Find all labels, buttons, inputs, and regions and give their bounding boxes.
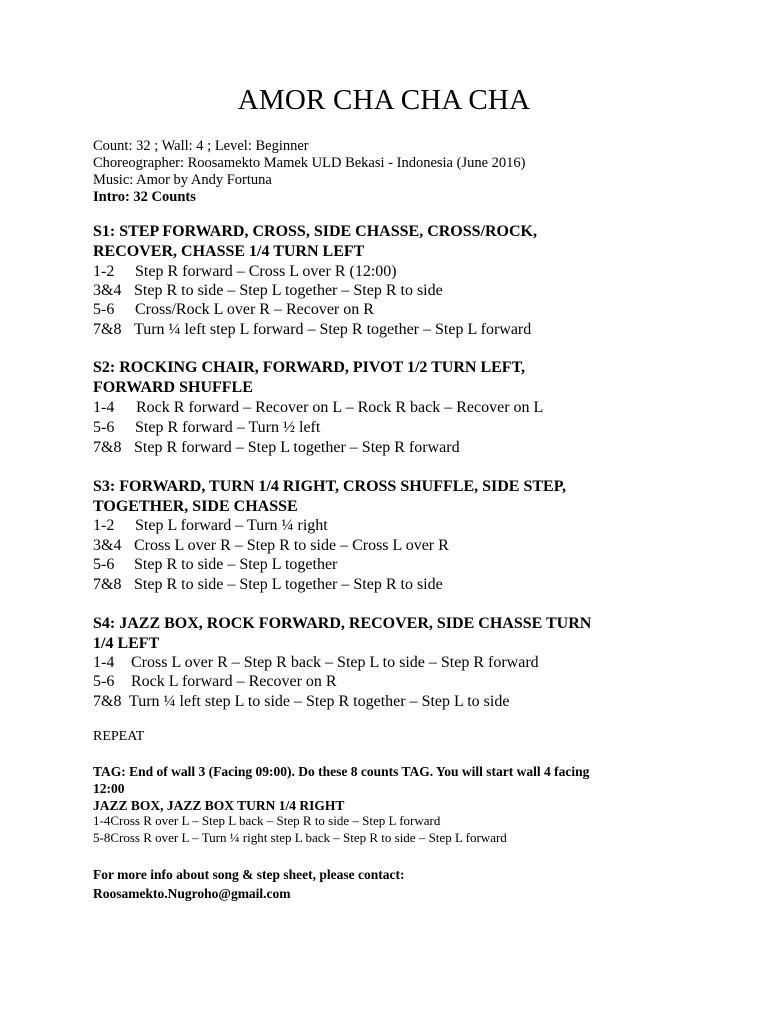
- repeat-label: REPEAT: [93, 729, 145, 744]
- step-count: 5-6: [93, 673, 115, 690]
- contact-line: For more info about song & step sheet, please contact:: [93, 867, 405, 882]
- contact-email: Roosamekto.Nugroho@gmail.com: [93, 886, 291, 901]
- count-line: Count: 32 ; Wall: 4 ; Level: Beginner: [93, 138, 309, 154]
- step-count: 7&8: [93, 321, 122, 338]
- tag-subtitle: JAZZ BOX, JAZZ BOX TURN 1/4 RIGHT: [93, 798, 345, 813]
- step-count: 1-4: [93, 654, 115, 671]
- step-row: [93, 418, 320, 438]
- step-text: Cross L over R – Step R to side – Cross L over R: [134, 537, 449, 554]
- section-4-title: [93, 614, 673, 654]
- section-title-line: FORWARD SHUFFLE: [93, 379, 253, 396]
- step-text: Cross L over R – Step R back – Step L to side – Step R forward: [131, 654, 539, 671]
- section-title-line: S2: ROCKING CHAIR, FORWARD, PIVOT 1/2 TURN LEFT,: [93, 359, 526, 376]
- step-row: [93, 653, 539, 673]
- step-row: [93, 438, 460, 458]
- tag-step: 1-4Cross R over L – Step L back – Step R to side – Step L forward: [93, 813, 441, 828]
- choreographer-line: Choreographer: Roosamekto Mamek ULD Bekasi - Indonesia (June 2016): [93, 155, 526, 171]
- music-line: Music: Amor by Andy Fortuna: [93, 172, 272, 188]
- step-text: Cross/Rock L over R – Recover on R: [135, 301, 374, 318]
- tag-line: 12:00: [93, 781, 125, 796]
- step-text: Step L forward – Turn ¼ right: [135, 517, 328, 534]
- step-row: [93, 320, 531, 340]
- section-1-title: [93, 222, 673, 262]
- step-text: Step R to side – Step L together – Step R to side: [134, 576, 443, 593]
- step-row: [93, 300, 374, 320]
- step-count: 5-6: [93, 419, 115, 436]
- step-row: [93, 516, 328, 536]
- step-row: [93, 575, 443, 595]
- step-row: [93, 555, 337, 575]
- step-text: Step R to side – Step L together: [134, 556, 338, 573]
- step-count: 5-6: [93, 301, 115, 318]
- section-title-line: TOGETHER, SIDE CHASSE: [93, 498, 298, 515]
- tag-note: [93, 763, 713, 814]
- step-text: Rock L forward – Recover on R: [131, 673, 337, 690]
- step-count: 5-6: [93, 556, 115, 573]
- step-count: 3&4: [93, 282, 122, 299]
- section-title-line: RECOVER, CHASSE 1/4 TURN LEFT: [93, 243, 365, 260]
- step-text: Step R forward – Turn ½ left: [135, 419, 321, 436]
- section-title-line: S4: JAZZ BOX, ROCK FORWARD, RECOVER, SIDE CHASSE TURN: [93, 615, 592, 632]
- step-text: Step R forward – Cross L over R (12:00): [135, 263, 397, 280]
- step-row: [93, 398, 543, 418]
- section-3-title: [93, 477, 673, 517]
- step-count: 1-2: [93, 263, 115, 280]
- step-count: 3&4: [93, 537, 122, 554]
- section-2-title: [93, 358, 673, 398]
- step-row: [93, 281, 443, 301]
- section-title-line: S1: STEP FORWARD, CROSS, SIDE CHASSE, CROSS/ROCK,: [93, 223, 537, 240]
- step-text: Step R forward – Step L together – Step R forward: [134, 439, 460, 456]
- step-count: 1-4: [93, 399, 115, 416]
- step-count: 7&8: [93, 693, 122, 710]
- page-title: AMOR CHA CHA CHA: [237, 84, 531, 116]
- step-row: [93, 262, 397, 282]
- step-row: [93, 672, 337, 692]
- step-row: [93, 692, 509, 712]
- section-title-line: S3: FORWARD, TURN 1/4 RIGHT, CROSS SHUFFLE, SIDE STEP,: [93, 478, 567, 495]
- step-text: Rock R forward – Recover on L – Rock R back – Recover on L: [136, 399, 544, 416]
- step-count: 7&8: [93, 576, 122, 593]
- step-text: Step R to side – Step L together – Step R to side: [134, 282, 443, 299]
- step-row: [93, 536, 449, 556]
- tag-step: 5-8Cross R over L – Turn ¼ right step L back – Step R to side – Step L forward: [93, 830, 507, 845]
- intro-line: Intro: 32 Counts: [93, 189, 196, 205]
- section-title-line: 1/4 LEFT: [93, 635, 160, 652]
- step-text: Turn ¼ left step L to side – Step R together – Step L to side: [129, 693, 510, 710]
- step-text: Turn ¼ left step L forward – Step R together – Step L forward: [134, 321, 532, 338]
- tag-line: TAG: End of wall 3 (Facing 09:00). Do these 8 counts TAG. You will start wall 4 facing: [93, 764, 590, 779]
- step-count: 7&8: [93, 439, 122, 456]
- step-count: 1-2: [93, 517, 115, 534]
